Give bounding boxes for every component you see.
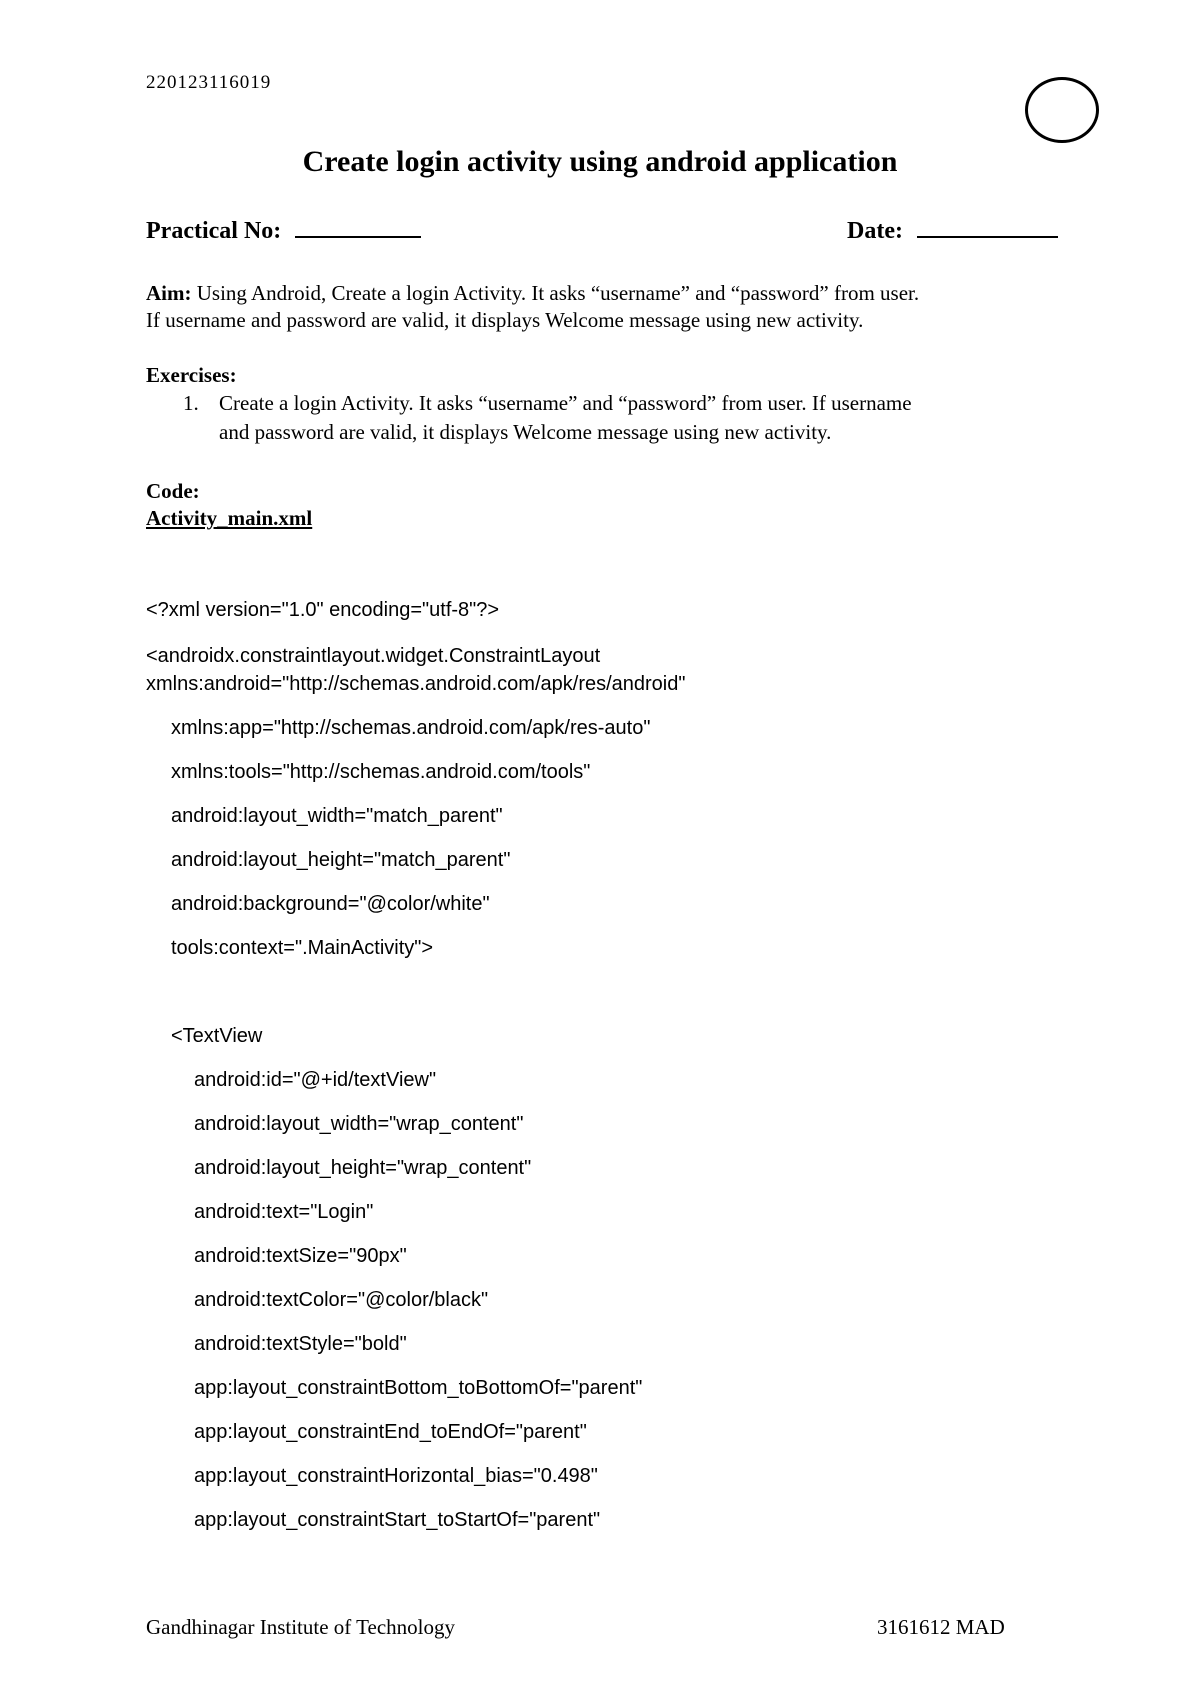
code-line: app:layout_constraintHorizontal_bias="0.498"	[194, 1465, 598, 1487]
exercise-text-1: Create a login Activity. It asks “username” and “password” from user. If username	[219, 391, 912, 415]
practical-blank-line	[295, 234, 421, 238]
date-label: Date:	[847, 218, 903, 244]
footer-institute: Gandhinagar Institute of Technology	[146, 1615, 455, 1639]
code-line: android:textSize="90px"	[194, 1245, 407, 1267]
aim-line-1	[146, 281, 919, 306]
code-line: android:layout_height="match_parent"	[171, 849, 511, 871]
code-line: xmlns:tools="http://schemas.android.com/tools"	[171, 761, 591, 783]
code-line: android:id="@+id/textView"	[194, 1069, 437, 1091]
date-blank-line	[917, 234, 1058, 238]
exercise-number: 1.	[183, 391, 199, 415]
code-line: android:layout_width="wrap_content"	[194, 1113, 524, 1135]
code-line: <?xml version="1.0" encoding="utf-8"?>	[146, 599, 500, 621]
practical-label: Practical No:	[146, 218, 282, 244]
code-line: android:text="Login"	[194, 1201, 374, 1223]
code-line: android:textStyle="bold"	[194, 1333, 407, 1355]
code-line: tools:context=".MainActivity">	[171, 937, 434, 959]
code-file-name: Activity_main.xml	[146, 506, 313, 530]
aim-text-1: Using Android, Create a login Activity. It asks “username” and “password” from user.	[196, 281, 920, 305]
code-line: <TextView	[171, 1025, 263, 1047]
code-line: xmlns:android="http://schemas.android.com/apk/res/android"	[146, 673, 686, 695]
code-line: android:layout_height="wrap_content"	[194, 1157, 532, 1179]
date-row	[847, 218, 1058, 245]
code-line: app:layout_constraintEnd_toEndOf="parent"	[194, 1421, 587, 1443]
code-label: Code:	[146, 479, 200, 503]
code-line: xmlns:app="http://schemas.android.com/apk/res-auto"	[171, 717, 651, 739]
code-line: app:layout_constraintBottom_toBottomOf="parent"	[194, 1377, 643, 1399]
code-line: android:background="@color/white"	[171, 893, 490, 915]
practical-number-row	[146, 218, 421, 245]
page-title: Create login activity using android application	[302, 145, 898, 178]
code-line: android:textColor="@color/black"	[194, 1289, 489, 1311]
code-line: android:layout_width="match_parent"	[171, 805, 503, 827]
aim-text-2: If username and password are valid, it displays Welcome message using new activity.	[146, 308, 864, 332]
enrollment-number: 220123116019	[146, 72, 272, 93]
code-line: app:layout_constraintStart_toStartOf="parent"	[194, 1509, 601, 1531]
aim-label: Aim:	[146, 281, 192, 305]
exercises-label: Exercises:	[146, 363, 237, 387]
footer-course: 3161612 MAD	[877, 1615, 1005, 1639]
code-line: <androidx.constraintlayout.widget.ConstraintLayout	[146, 645, 601, 667]
marks-circle	[1025, 77, 1099, 143]
exercise-text-2: and password are valid, it displays Welcome message using new activity.	[219, 420, 832, 444]
